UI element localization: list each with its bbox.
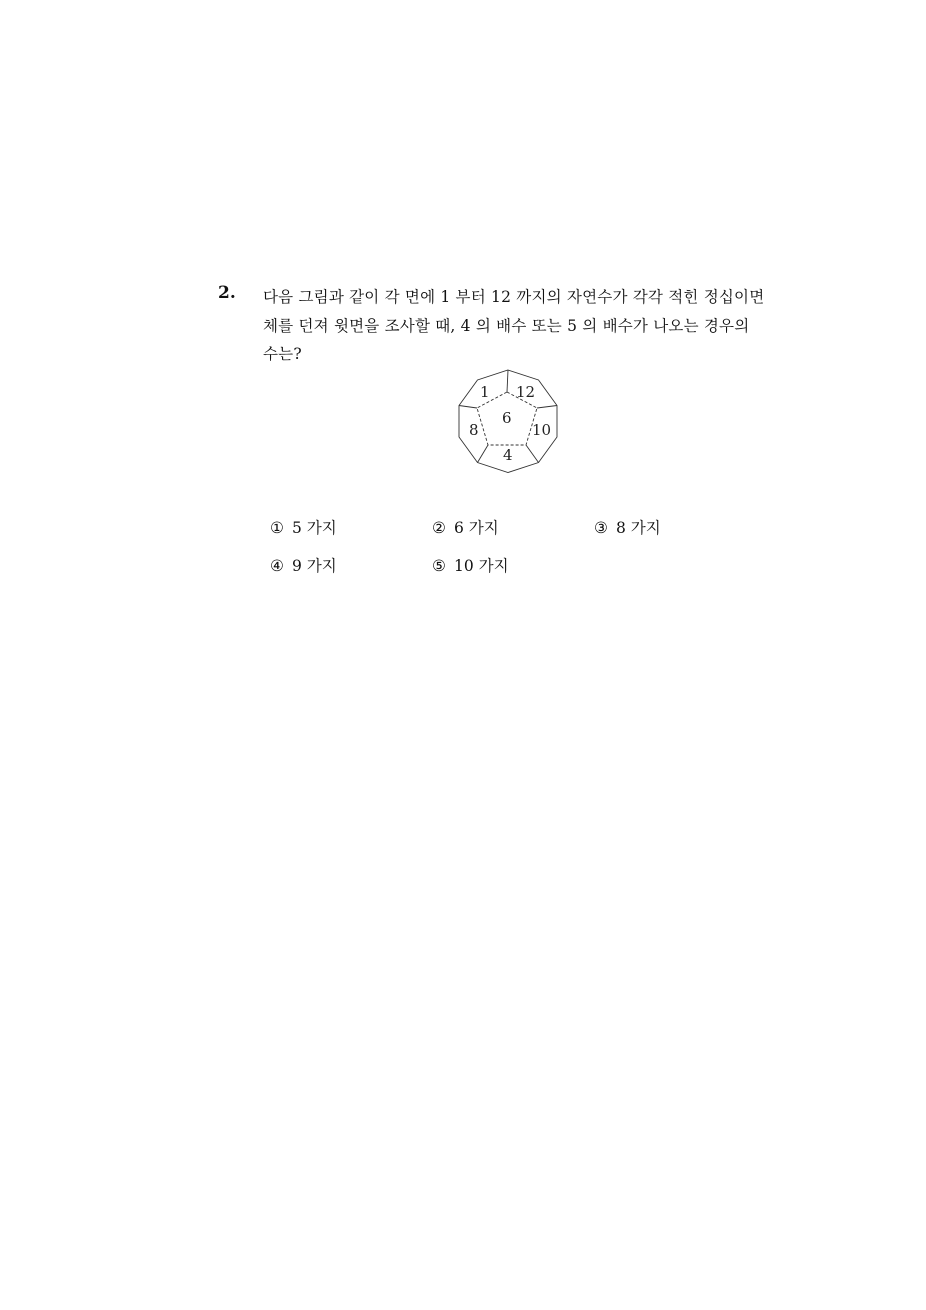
choice-4-mark: ④ [270, 557, 284, 575]
choice-5-mark: ⑤ [432, 557, 446, 575]
face-label-10: 10 [532, 421, 552, 439]
question-text-line-1: 다음 그림과 같이 각 면에 1 부터 12 까지의 자연수가 각각 적힌 정십이면 [263, 288, 765, 306]
face-label-8: 8 [469, 421, 479, 439]
face-label-6: 6 [502, 409, 512, 427]
choice-3-mark: ③ [594, 519, 608, 537]
choice-3-text: 8 가지 [616, 519, 661, 537]
face-label-12: 12 [516, 383, 536, 401]
choice-1[interactable] [270, 516, 337, 538]
choice-2-mark: ② [432, 519, 446, 537]
choice-1-mark: ① [270, 519, 284, 537]
choice-4[interactable] [270, 554, 337, 576]
choice-5[interactable] [432, 554, 509, 576]
face-label-1: 1 [480, 383, 490, 401]
choice-2[interactable] [432, 516, 499, 538]
dodecahedron-figure [453, 368, 563, 480]
choice-1-text: 5 가지 [292, 519, 337, 537]
choice-2-text: 6 가지 [454, 519, 499, 537]
choice-5-text: 10 가지 [454, 557, 509, 575]
face-label-4: 4 [503, 446, 513, 464]
question-number: 2. [218, 283, 236, 303]
question-text-line-2: 체를 던져 윗면을 조사할 때, 4 의 배수 또는 5 의 배수가 나오는 경우의 [263, 317, 750, 335]
choice-4-text: 9 가지 [292, 557, 337, 575]
choice-3[interactable] [594, 516, 661, 538]
question-text-line-3: 수는? [263, 345, 302, 363]
